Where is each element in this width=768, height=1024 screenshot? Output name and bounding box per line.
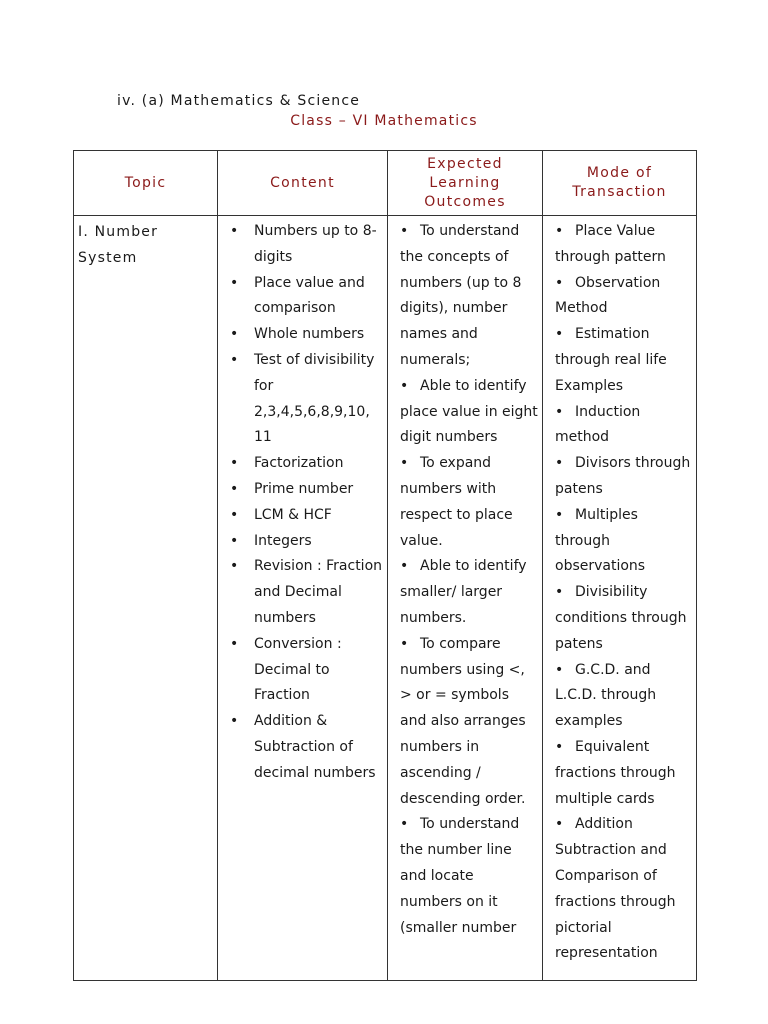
outcome-item	[400, 554, 538, 631]
content-item: • Addition & Subtraction of decimal numbers	[228, 709, 383, 786]
bullet-icon: •	[555, 738, 564, 755]
bullet-icon: •	[400, 816, 409, 833]
outcome-item	[400, 632, 538, 813]
bullet-icon: •	[555, 223, 564, 239]
transaction-text: G.C.D. and L.C.D. through examples	[555, 661, 657, 730]
section-title: iv. (a) Mathematics & Science	[117, 93, 361, 109]
content-item: • Numbers up to 8-digits	[228, 219, 383, 271]
transaction-item	[555, 451, 692, 503]
bullet-icon: •	[555, 326, 564, 343]
transaction-text: Estimation through real life Examples	[555, 326, 667, 394]
outcomes-cell	[388, 216, 543, 981]
content-item: • Revision : Fraction and Decimal numbers	[228, 554, 383, 631]
transaction-text: Divisibility conditions through patens	[555, 584, 687, 652]
bullet-icon: •	[400, 223, 409, 239]
transaction-text: Induction method	[555, 403, 641, 446]
outcome-text: To expand numbers with respect to place value.	[400, 455, 513, 549]
transaction-text: Multiples through observations	[555, 506, 646, 575]
content-item: • Prime number	[228, 477, 383, 503]
transaction-cell	[543, 216, 697, 981]
bullet-icon: •	[555, 403, 564, 420]
transaction-item	[555, 812, 692, 967]
topic-cell	[74, 216, 218, 981]
transaction-item	[555, 219, 692, 271]
transaction-item	[555, 322, 692, 399]
transaction-item	[555, 503, 692, 580]
bullet-icon: •	[555, 455, 564, 472]
column-header-topic: Topic	[74, 151, 218, 216]
bullet-icon: •	[555, 661, 564, 678]
column-header-outcomes	[388, 151, 543, 216]
content-item: • Whole numbers	[228, 322, 383, 348]
content-item: • LCM & HCF	[228, 503, 383, 529]
transaction-header-text: Mode of Transaction	[572, 165, 667, 200]
table-row	[74, 216, 697, 981]
outcome-text: Able to identify place value in eight digit numbers	[400, 377, 538, 446]
bullet-icon: •	[400, 455, 409, 472]
outcome-text: Able to identify smaller/ larger numbers.	[400, 558, 527, 626]
outcome-text: To understand the number line and locate numbers on it (smaller number	[400, 816, 520, 936]
outcomes-header-text: Expected Learning Outcomes	[424, 155, 506, 210]
bullet-icon: •	[555, 506, 564, 523]
content-item: • Place value and comparison	[228, 271, 383, 323]
class-title: Class – VI Mathematics	[290, 113, 478, 129]
transaction-item	[555, 658, 692, 735]
bullet-icon: •	[555, 274, 564, 291]
bullet-icon: •	[400, 635, 409, 652]
transaction-text: Divisors through patens	[555, 455, 691, 497]
outcome-text: To understand the concepts of numbers (up to 8 digits), number names and numerals;	[400, 223, 522, 368]
bullet-icon: •	[400, 377, 409, 394]
topic-text: I. Number System	[78, 224, 159, 266]
bullet-icon: •	[400, 558, 409, 575]
header-row	[74, 151, 697, 216]
bullet-icon: •	[555, 584, 564, 601]
transaction-item	[555, 735, 692, 812]
content-item: • Conversion : Decimal to Fraction	[228, 632, 383, 709]
bullet-icon: •	[555, 816, 564, 833]
content-list	[218, 216, 387, 787]
outcome-item	[400, 812, 538, 941]
content-item: • Integers	[228, 529, 383, 555]
transaction-item	[555, 580, 692, 657]
transaction-item	[555, 271, 692, 323]
column-header-content: Content	[218, 151, 388, 216]
content-item: • Test of divisibility for 2,3,4,5,6,8,9,10, 11	[228, 348, 383, 451]
transaction-text: Observation Method	[555, 274, 661, 317]
column-header-transaction	[543, 151, 697, 216]
transaction-text: Addition Subtraction and Comparison of fractions through pictorial representation	[555, 816, 676, 962]
syllabus-table	[73, 150, 697, 981]
transaction-text: Place Value through pattern	[555, 223, 666, 265]
outcome-item	[400, 451, 538, 554]
content-item: • Factorization	[228, 451, 383, 477]
content-cell	[218, 216, 388, 981]
outcome-item	[400, 374, 538, 451]
outcome-item	[400, 219, 538, 374]
outcome-text: To compare numbers using <, > or = symbols and also arranges numbers in ascending / descending order.	[400, 635, 526, 807]
transaction-item	[555, 400, 692, 452]
transaction-text: Equivalent fractions through multiple cards	[555, 738, 676, 807]
